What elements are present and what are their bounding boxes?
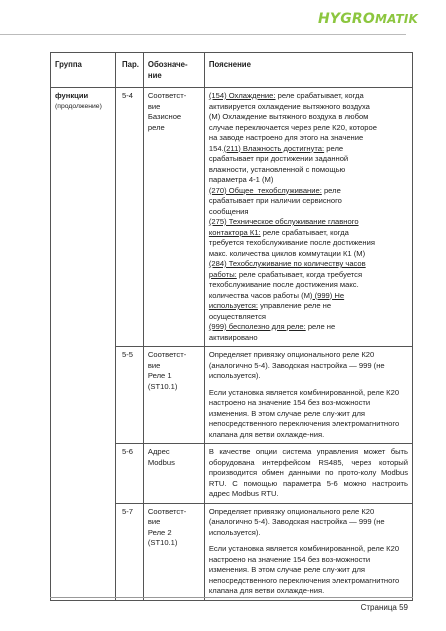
plain-text: количества часов работы (М): [208, 290, 313, 300]
plain-text: реле не: [305, 322, 336, 331]
explanation-lines: [209, 91, 408, 343]
group-name: функции: [55, 91, 89, 100]
plain-text: на заводе настроено для этого на значение: [208, 133, 364, 142]
explanation-paragraph: В качестве опции система управления может быть оборудована интерфейсом RS485, через который производится обмен данными по прото-колу Modbus RTU. С помощью параметра 5-6 можно настроить адрес Modbus RTU.: [208, 447, 408, 498]
underlined-term: (999) бесполезно для реле:: [208, 322, 306, 331]
underlined-term: (999) Не: [312, 290, 345, 300]
table-header-row: [51, 53, 413, 88]
plain-text: реле: [321, 185, 341, 195]
explanation-line: [209, 207, 408, 218]
explanation-line: [209, 249, 408, 260]
plain-text: активировано: [208, 332, 258, 342]
explanation-line: [209, 259, 408, 270]
explanation-line: [209, 91, 408, 102]
hygromatik-logo: [318, 11, 418, 27]
footer-divider: [50, 597, 413, 598]
plain-text: активируется охлаждение вытяжного воздуха: [208, 101, 370, 111]
plain-text: влажности, установленной с помощью: [208, 164, 346, 174]
explanation-paragraph: Определяет привязку опционального реле К20 (аналогично 5-4). Заводская настройка — 999 (не используется).: [208, 506, 385, 537]
plain-text: параметра 4-1 (М): [208, 175, 274, 184]
explanation-line: [209, 123, 408, 134]
underlined-term: (154) Охлаждение:: [208, 91, 276, 100]
plain-text: реле срабатывает, когда: [275, 91, 364, 100]
page-number: Страница 59: [360, 603, 408, 612]
plain-text: управление реле не: [257, 301, 332, 310]
explanation-line: [209, 270, 408, 281]
plain-text: реле: [324, 143, 344, 153]
explanation-line: [209, 186, 408, 197]
plain-text: требуется техобслуживание после достижения: [208, 238, 375, 247]
plain-text: макс. количества циклов коммутации К1 (М): [208, 248, 366, 258]
plain-text: сообщения: [208, 206, 249, 216]
explanation-line: [209, 301, 408, 312]
param-cell: 5-6: [116, 444, 144, 504]
header-param: Пар.: [116, 53, 144, 88]
plain-text: 154.: [208, 143, 224, 153]
explanation-cell: [204, 444, 412, 504]
plain-text: (М) Охлаждение вытяжного воздуха в любом: [208, 112, 369, 121]
underlined-term: контактора К1:: [208, 227, 261, 237]
explanation-line: [209, 154, 408, 165]
explanation-cell: [204, 503, 412, 600]
underlined-term: (211) Влажность достигнута:: [223, 143, 325, 153]
param-cell: 5-5: [116, 347, 144, 444]
underlined-term: (275) Техническое обслуживание главного: [208, 217, 359, 226]
explanation-paragraph: Если установка является комбинированной, реле К20 настроено на значение 154 без воз-можности изменения. В этом случае реле слу-жит для непосредственного переключения электромагнитного клапана для ветви охлажде-ния.: [208, 387, 400, 439]
explanation-line: [209, 175, 408, 186]
header-explanation: Пояснение: [204, 53, 412, 88]
explanation-cell: [204, 347, 412, 444]
explanation-line: [209, 291, 408, 302]
explanation-line: [209, 333, 408, 344]
label-cell: Соответст- вие Базисное реле: [143, 88, 204, 347]
plain-text: осуществляется: [208, 311, 267, 321]
group-sub: (продолжение): [55, 102, 102, 110]
plain-text: срабатывает при наличии сервисного: [208, 196, 342, 205]
logo-part1: HYGRO: [317, 11, 375, 27]
explanation-line: [209, 112, 408, 123]
plain-text: срабатывает при достижении заданной: [208, 154, 349, 163]
underlined-term: (284) Техобслуживание по количеству часов: [208, 259, 366, 268]
label-cell: Соответст- вие Реле 2 (ST10.1): [143, 503, 204, 600]
group-cell: [51, 88, 116, 601]
param-cell: 5-7: [116, 503, 144, 600]
header-designation: Обозначе- ние: [143, 53, 204, 88]
parameter-table: [50, 52, 413, 601]
plain-text: случае переключается через реле К20, которое: [208, 122, 377, 132]
underlined-term: (270) Общее_техобслуживание:: [208, 185, 322, 195]
param-cell: 5-4: [116, 88, 144, 347]
explanation-line: [209, 102, 408, 113]
explanation-line: [209, 228, 408, 239]
label-cell: Адрес Modbus: [143, 444, 204, 504]
explanation-paragraph: Определяет привязку опционального реле К20 (аналогично 5-4). Заводская настройка — 999 (не используется).: [208, 350, 385, 380]
explanation-cell: [204, 88, 412, 347]
explanation-line: [209, 217, 408, 228]
explanation-line: [209, 165, 408, 176]
logo-part2: MATIK: [374, 12, 418, 26]
plain-text: реле срабатывает, когда требуется: [236, 269, 363, 279]
explanation-line: [209, 238, 408, 249]
plain-text: реле срабатывает, когда: [260, 227, 349, 237]
label-cell: Соответст- вие Реле 1 (ST10.1): [143, 347, 204, 444]
explanation-line: [209, 144, 408, 155]
underlined-term: работы:: [208, 269, 237, 279]
explanation-line: [209, 280, 408, 291]
table-row: [51, 88, 413, 347]
header-divider: [0, 34, 406, 35]
plain-text: техобслуживание после достижения макс.: [208, 280, 359, 289]
explanation-line: [209, 322, 408, 333]
explanation-line: [209, 133, 408, 144]
explanation-line: [209, 312, 408, 323]
explanation-line: [209, 196, 408, 207]
explanation-paragraph: Если установка является комбинированной, реле К20 настроено на значение 154 без воз-можности изменения. В этом случае реле слу-жит для непосредственного переключения электромагнитного клапана для ветви охлажде-ния.: [208, 544, 400, 595]
header-group: Группа: [51, 53, 116, 88]
underlined-term: используется:: [208, 301, 258, 310]
